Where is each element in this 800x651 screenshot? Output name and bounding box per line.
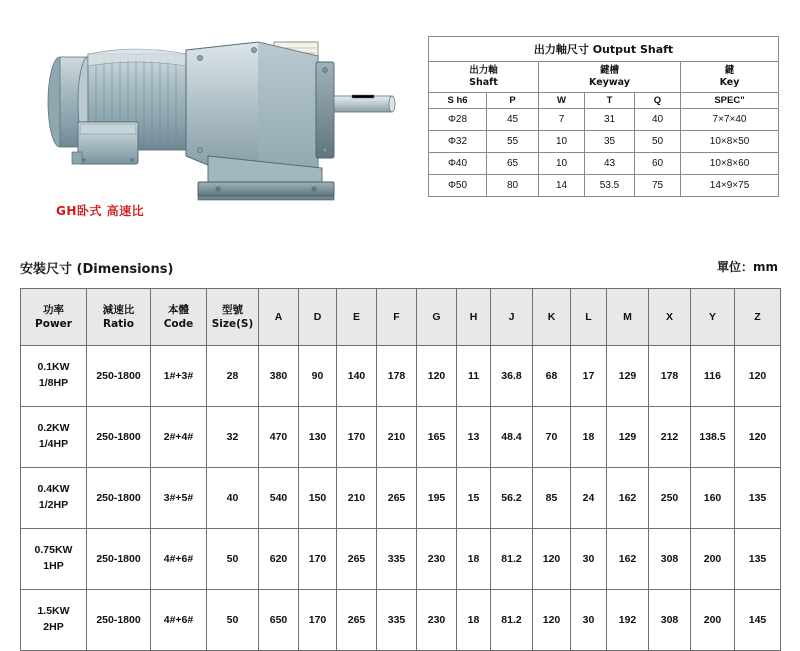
cell: 129 [607,407,649,468]
cell: 120 [533,529,571,590]
cell: 80 [487,174,539,196]
cell-size: 40 [207,468,259,529]
cell-power: 0.2KW 1/4HP [21,407,87,468]
top-section [0,0,800,240]
cell: Φ50 [429,174,487,196]
cell: 120 [735,407,781,468]
cell: 129 [607,346,649,407]
col-power: 功率 Power [21,289,87,346]
cell: 150 [299,468,337,529]
cell: 308 [649,529,691,590]
cell: 120 [735,346,781,407]
cell: 56.2 [491,468,533,529]
cell: 40 [635,108,681,130]
cell: 335 [377,590,417,651]
shaft-subheader: Q [635,92,681,108]
cell: 170 [299,529,337,590]
cell: 192 [607,590,649,651]
cell: 308 [649,590,691,651]
cell: 265 [337,590,377,651]
cell: 265 [337,529,377,590]
cell: 335 [377,529,417,590]
dimensions-header-row [21,289,781,346]
col-k: K [533,289,571,346]
cell: 15 [457,468,491,529]
cell: 140 [337,346,377,407]
col-y: Y [691,289,735,346]
col-g: G [417,289,457,346]
cell: 165 [417,407,457,468]
dimensions-heading: 安裝尺寸 (Dimensions) [20,262,174,277]
shaft-group-keyway-en: Keyway [589,76,630,88]
col-f: F [377,289,417,346]
shaft-group-shaft-en: Shaft [469,76,498,88]
unit-label: 單位：mm [716,260,778,274]
cell: 160 [691,468,735,529]
cell-size: 28 [207,346,259,407]
shaft-subheader: T [585,92,635,108]
cell-size: 50 [207,590,259,651]
gear-motor-illustration [22,10,412,210]
shaft-subheader: SPEC" [681,92,779,108]
cell: 36.8 [491,346,533,407]
cell: 30 [571,529,607,590]
table-row [429,152,779,174]
table-row [21,346,781,407]
cell-ratio: 250-1800 [87,590,151,651]
cell: 10×8×60 [681,152,779,174]
col-code: 本體 Code [151,289,207,346]
cell: 135 [735,468,781,529]
shaft-subheader: S h6 [429,92,487,108]
motor-drawing-icon [22,10,412,210]
cell: 10 [539,130,585,152]
cell: 75 [635,174,681,196]
col-z: Z [735,289,781,346]
table-row [429,174,779,196]
cell: 135 [735,529,781,590]
cell: 120 [417,346,457,407]
cell: 162 [607,529,649,590]
output-shaft-table [428,36,778,197]
cell: 230 [417,590,457,651]
cell: 10 [539,152,585,174]
cell: 130 [299,407,337,468]
cell: 210 [377,407,417,468]
cell: 178 [377,346,417,407]
cell: 178 [649,346,691,407]
cell: 55 [487,130,539,152]
cell: 18 [457,529,491,590]
cell: 81.2 [491,590,533,651]
cell: 31 [585,108,635,130]
cell: 85 [533,468,571,529]
table-row [21,590,781,651]
cell-size: 32 [207,407,259,468]
shaft-table-title: 出力軸尺寸 Output Shaft [429,37,779,62]
cell-power: 0.75KW 1HP [21,529,87,590]
illustration-caption: GH卧式 高速比 [56,204,145,218]
cell: 18 [457,590,491,651]
cell: 48.4 [491,407,533,468]
cell: 81.2 [491,529,533,590]
col-l: L [571,289,607,346]
cell-power: 1.5KW 2HP [21,590,87,651]
cell: 68 [533,346,571,407]
shaft-group-shaft [429,62,539,93]
shaft-group-key [681,62,779,93]
cell: 470 [259,407,299,468]
cell: 200 [691,590,735,651]
cell: 24 [571,468,607,529]
cell: 265 [377,468,417,529]
table-row [21,529,781,590]
shaft-group-keyway [539,62,681,93]
shaft-group-keyway-cn: 鍵槽 [599,65,619,76]
table-row [21,407,781,468]
cell-code: 2#+4# [151,407,207,468]
cell: 35 [585,130,635,152]
col-m: M [607,289,649,346]
table-row [429,130,779,152]
cell: 250 [649,468,691,529]
cell: 162 [607,468,649,529]
cell-code: 4#+6# [151,590,207,651]
col-ratio: 減速比 Ratio [87,289,151,346]
cell: 60 [635,152,681,174]
cell: 17 [571,346,607,407]
cell: 50 [635,130,681,152]
cell: 43 [585,152,635,174]
cell-power: 0.4KW 1/2HP [21,468,87,529]
cell: 230 [417,529,457,590]
shaft-group-key-en: Key [719,76,740,88]
cell-code: 1#+3# [151,346,207,407]
cell: 620 [259,529,299,590]
cell: 145 [735,590,781,651]
cell-ratio: 250-1800 [87,407,151,468]
cell: 14 [539,174,585,196]
cell-power: 0.1KW 1/8HP [21,346,87,407]
cell-ratio: 250-1800 [87,468,151,529]
col-e: E [337,289,377,346]
cell: 200 [691,529,735,590]
cell: 70 [533,407,571,468]
cell: 13 [457,407,491,468]
col-size: 型號 Size(S) [207,289,259,346]
cell: 116 [691,346,735,407]
col-x: X [649,289,691,346]
cell: 18 [571,407,607,468]
cell: 120 [533,590,571,651]
cell-code: 3#+5# [151,468,207,529]
cell-size: 50 [207,529,259,590]
dimensions-table [20,288,780,651]
col-h: H [457,289,491,346]
cell: 650 [259,590,299,651]
cell: 65 [487,152,539,174]
cell: 14×9×75 [681,174,779,196]
table-row [429,108,779,130]
cell: Φ28 [429,108,487,130]
col-d: D [299,289,337,346]
cell: 11 [457,346,491,407]
cell: 53.5 [585,174,635,196]
cell: 7×7×40 [681,108,779,130]
shaft-subheader: W [539,92,585,108]
col-a: A [259,289,299,346]
cell: 195 [417,468,457,529]
cell: 210 [337,468,377,529]
shaft-group-key-cn: 鍵 [724,65,735,76]
cell: 380 [259,346,299,407]
table-row [21,468,781,529]
cell-ratio: 250-1800 [87,529,151,590]
cell: 90 [299,346,337,407]
cell: Φ40 [429,152,487,174]
cell: 212 [649,407,691,468]
cell: 10×8×50 [681,130,779,152]
cell-ratio: 250-1800 [87,346,151,407]
cell: 45 [487,108,539,130]
col-j: J [491,289,533,346]
cell: 138.5 [691,407,735,468]
cell: 540 [259,468,299,529]
cell: 170 [337,407,377,468]
shaft-group-shaft-cn: 出力軸 [469,65,498,76]
cell: Φ32 [429,130,487,152]
cell: 30 [571,590,607,651]
cell: 170 [299,590,337,651]
cell: 7 [539,108,585,130]
cell-code: 4#+6# [151,529,207,590]
shaft-subheader: P [487,92,539,108]
